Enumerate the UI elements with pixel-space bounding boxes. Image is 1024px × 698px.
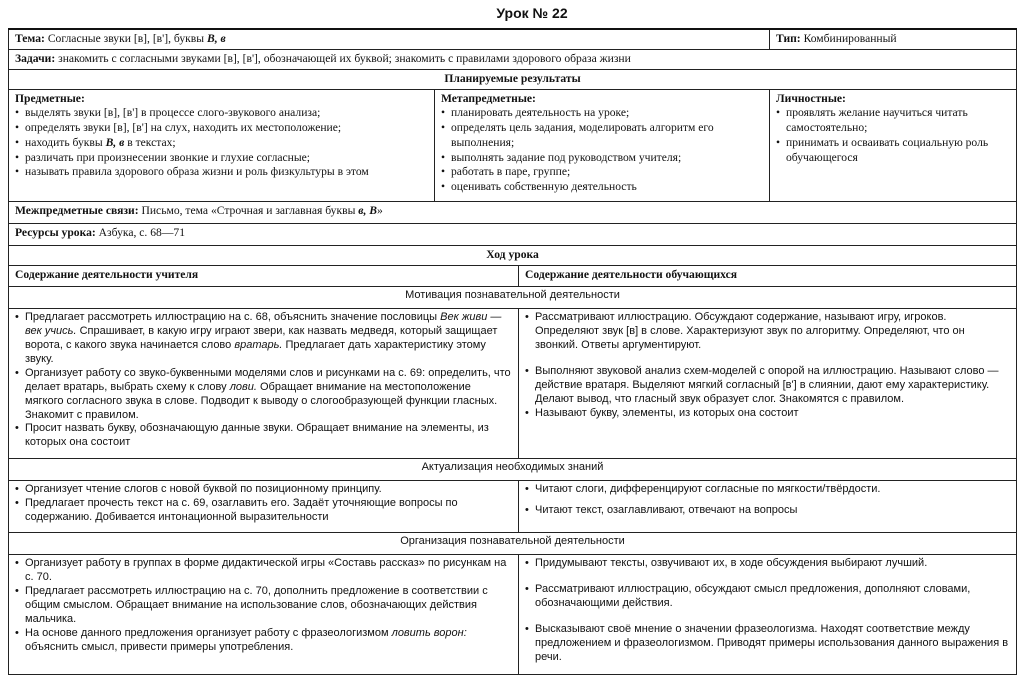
list-item: • Просит назвать букву, обозначающую данные звуки. Обращает внимание на элементы, из которых она состоит <box>15 422 512 450</box>
stage-title: Организация познавательной деятельности <box>9 532 1017 554</box>
list-item: • называть правила здорового образа жизни и роль физкультуры в этом <box>15 165 428 180</box>
stage-title: Актуализация необходимых знаний <box>9 458 1017 480</box>
list-item: • выполнять задание под руководством учителя; <box>441 151 763 166</box>
results-meta-list <box>441 106 763 194</box>
interdisciplinary-cell <box>9 201 1017 223</box>
results-row <box>9 89 1017 201</box>
list-item: • Читают текст, озаглавливают, отвечают на вопросы <box>525 504 1010 518</box>
resources-row <box>9 223 1017 245</box>
interdisciplinary-label: Межпредметные связи: <box>15 203 139 217</box>
list-item: • планировать деятельность на уроке; <box>441 106 763 121</box>
interdisciplinary-letters: в, В <box>358 203 377 217</box>
lesson-plan-table <box>8 28 1017 675</box>
results-personal-title: Личностные: <box>776 91 846 105</box>
list-item: • Называют букву, элементы, из которых она состоит <box>525 407 1010 421</box>
type-cell <box>770 29 1017 49</box>
students-activity-list <box>525 483 1010 518</box>
stage-teacher-cell <box>9 554 519 674</box>
interdisciplinary-row <box>9 201 1017 223</box>
lesson-title: Урок № 22 <box>496 5 568 21</box>
stage-students-cell <box>519 308 1017 458</box>
stage-title-row <box>9 458 1017 480</box>
list-item: • выделять звуки [в], [в'] в процессе слого-звукового анализа; <box>15 106 428 121</box>
topic-letters: В, в <box>206 32 226 45</box>
stage-teacher-cell <box>9 308 519 458</box>
results-heading: Планируемые результаты <box>9 69 1017 89</box>
list-item: • Организует чтение слогов с новой буквой по позиционному принципу. <box>15 483 512 497</box>
results-subject-title: Предметные: <box>15 91 85 105</box>
topic-label: Тема: <box>15 32 45 45</box>
list-item: • определять цель задания, моделировать алгоритм его выполнения; <box>441 121 763 150</box>
results-personal-cell <box>770 89 1017 201</box>
tasks-cell <box>9 49 1017 69</box>
list-item: • Предлагает прочесть текст на с. 69, озаглавить его. Задаёт уточняющие вопросы по содержанию. Добивается интонационной выразительности <box>15 497 512 525</box>
stage-content-row <box>9 480 1017 532</box>
topic-row <box>9 29 1017 49</box>
list-item: • Организует работу со звуко-буквенными моделями слов и рисунками на с. 69: определить, что делает вратарь, выбрать схему к слову лови. Обращает внимание на местоположение мягкого согласного звука в слове. Подводит к выводу о слогообразующей функции гласных. Знакомит с правилом. <box>15 367 512 423</box>
students-activity-list <box>525 557 1010 665</box>
students-column-header: Содержание деятельности обучающихся <box>519 265 1017 286</box>
list-item: • Предлагает рассмотреть иллюстрацию на с. 70, дополнить предложение в соответствии с общим смыслом. Обращает внимание на использование слов, обозначающих действия мальчика. <box>15 585 512 627</box>
interdisciplinary-close: » <box>377 203 383 217</box>
list-item: • Придумывают тексты, озвучивают их, в ходе обсуждения выбирают лучший. <box>525 557 1010 571</box>
type-label: Тип: <box>776 32 801 45</box>
resources-label: Ресурсы урока: <box>15 225 96 239</box>
results-personal-list <box>776 106 1010 165</box>
results-subject-cell <box>9 89 435 201</box>
teacher-activity-list <box>15 557 512 655</box>
resources-text: Азбука, с. 68—71 <box>98 225 186 239</box>
results-heading-row <box>9 69 1017 89</box>
course-columns-row <box>9 265 1017 286</box>
list-item: • оценивать собственную деятельность <box>441 180 763 195</box>
list-item: • принимать и осваивать социальную роль обучающегося <box>776 136 1010 165</box>
list-item: • Рассматривают иллюстрацию, обсуждают смысл предложения, дополняют словами, обозначающими действия. <box>525 583 1010 611</box>
topic-cell <box>9 29 770 49</box>
teacher-activity-list <box>15 483 512 525</box>
tasks-label: Задачи: <box>15 51 56 65</box>
teacher-activity-list <box>15 311 512 451</box>
results-subject-list <box>15 106 428 180</box>
stage-students-cell <box>519 554 1017 674</box>
resources-cell <box>9 223 1017 245</box>
list-item: • различать при произнесении звонкие и глухие согласные; <box>15 151 428 166</box>
list-item: • Организует работу в группах в форме дидактической игры «Составь рассказ» по рисункам на с. 70. <box>15 557 512 585</box>
stage-students-cell <box>519 480 1017 532</box>
list-item: • находить буквы В, в в текстах; <box>15 136 428 151</box>
results-meta-cell <box>435 89 770 201</box>
stage-title-row <box>9 532 1017 554</box>
list-item: • На основе данного предложения организует работу с фразеологизмом ловить ворон: объяснить смысл, привести примеры употребления. <box>15 627 512 655</box>
students-activity-list <box>525 311 1010 421</box>
list-item: • определять звуки [в], [в'] на слух, находить их местоположение; <box>15 121 428 136</box>
list-item: • Предлагает рассмотреть иллюстрацию на с. 68, объяснить значение пословицы Век живи — век учись. Спрашивает, в какую игру играют звери, как назвать медведя, который защищает ворота, с какого звука начинается слово вратарь. Предлагает дать характеристику этому звуку. <box>15 311 512 367</box>
tasks-row <box>9 49 1017 69</box>
list-item: • работать в паре, группе; <box>441 165 763 180</box>
teacher-column-header: Содержание деятельности учителя <box>9 265 519 286</box>
stage-content-row <box>9 308 1017 458</box>
interdisciplinary-text: Письмо, тема «Строчная и заглавная буквы <box>141 203 356 217</box>
list-item: • Читают слоги, дифференцируют согласные по мягкости/твёрдости. <box>525 483 1010 497</box>
tasks-text: знакомить с согласными звуками [в], [в'], обозначающей их буквой; знакомить с правилами здорового образа жизни <box>58 51 631 65</box>
list-item: • Рассматривают иллюстрацию. Обсуждают содержание, называют игру, игроков. Определяют звук [в] в слове. Характеризуют звук по алгоритму. Определяют, что он звонкий. Ответы аргументируют. <box>525 311 1010 353</box>
stage-title: Мотивация познавательной деятельности <box>9 286 1017 308</box>
list-item: • проявлять желание научиться читать самостоятельно; <box>776 106 1010 135</box>
results-meta-title: Метапредметные: <box>441 91 536 105</box>
course-heading-row <box>9 245 1017 265</box>
stage-content-row <box>9 554 1017 674</box>
list-item: • Высказывают своё мнение о значении фразеологизма. Находят соответствие между предложением и фразеологизмом. Приводят примеры использования данного выражения в речи. <box>525 623 1010 665</box>
topic-text: Согласные звуки [в], [в'], буквы <box>47 32 205 45</box>
list-item: • Выполняют звуковой анализ схем-моделей с опорой на иллюстрацию. Называют слово — действие вратаря. Выделяют мягкий согласный [в'] в слиянии, дают ему характеристику. Делают вывод, что гласный звук образует слог. Знакомятся с правилом. <box>525 365 1010 407</box>
type-value: Комбинированный <box>803 32 897 45</box>
stage-title-row <box>9 286 1017 308</box>
course-heading: Ход урока <box>9 245 1017 265</box>
stage-teacher-cell <box>9 480 519 532</box>
